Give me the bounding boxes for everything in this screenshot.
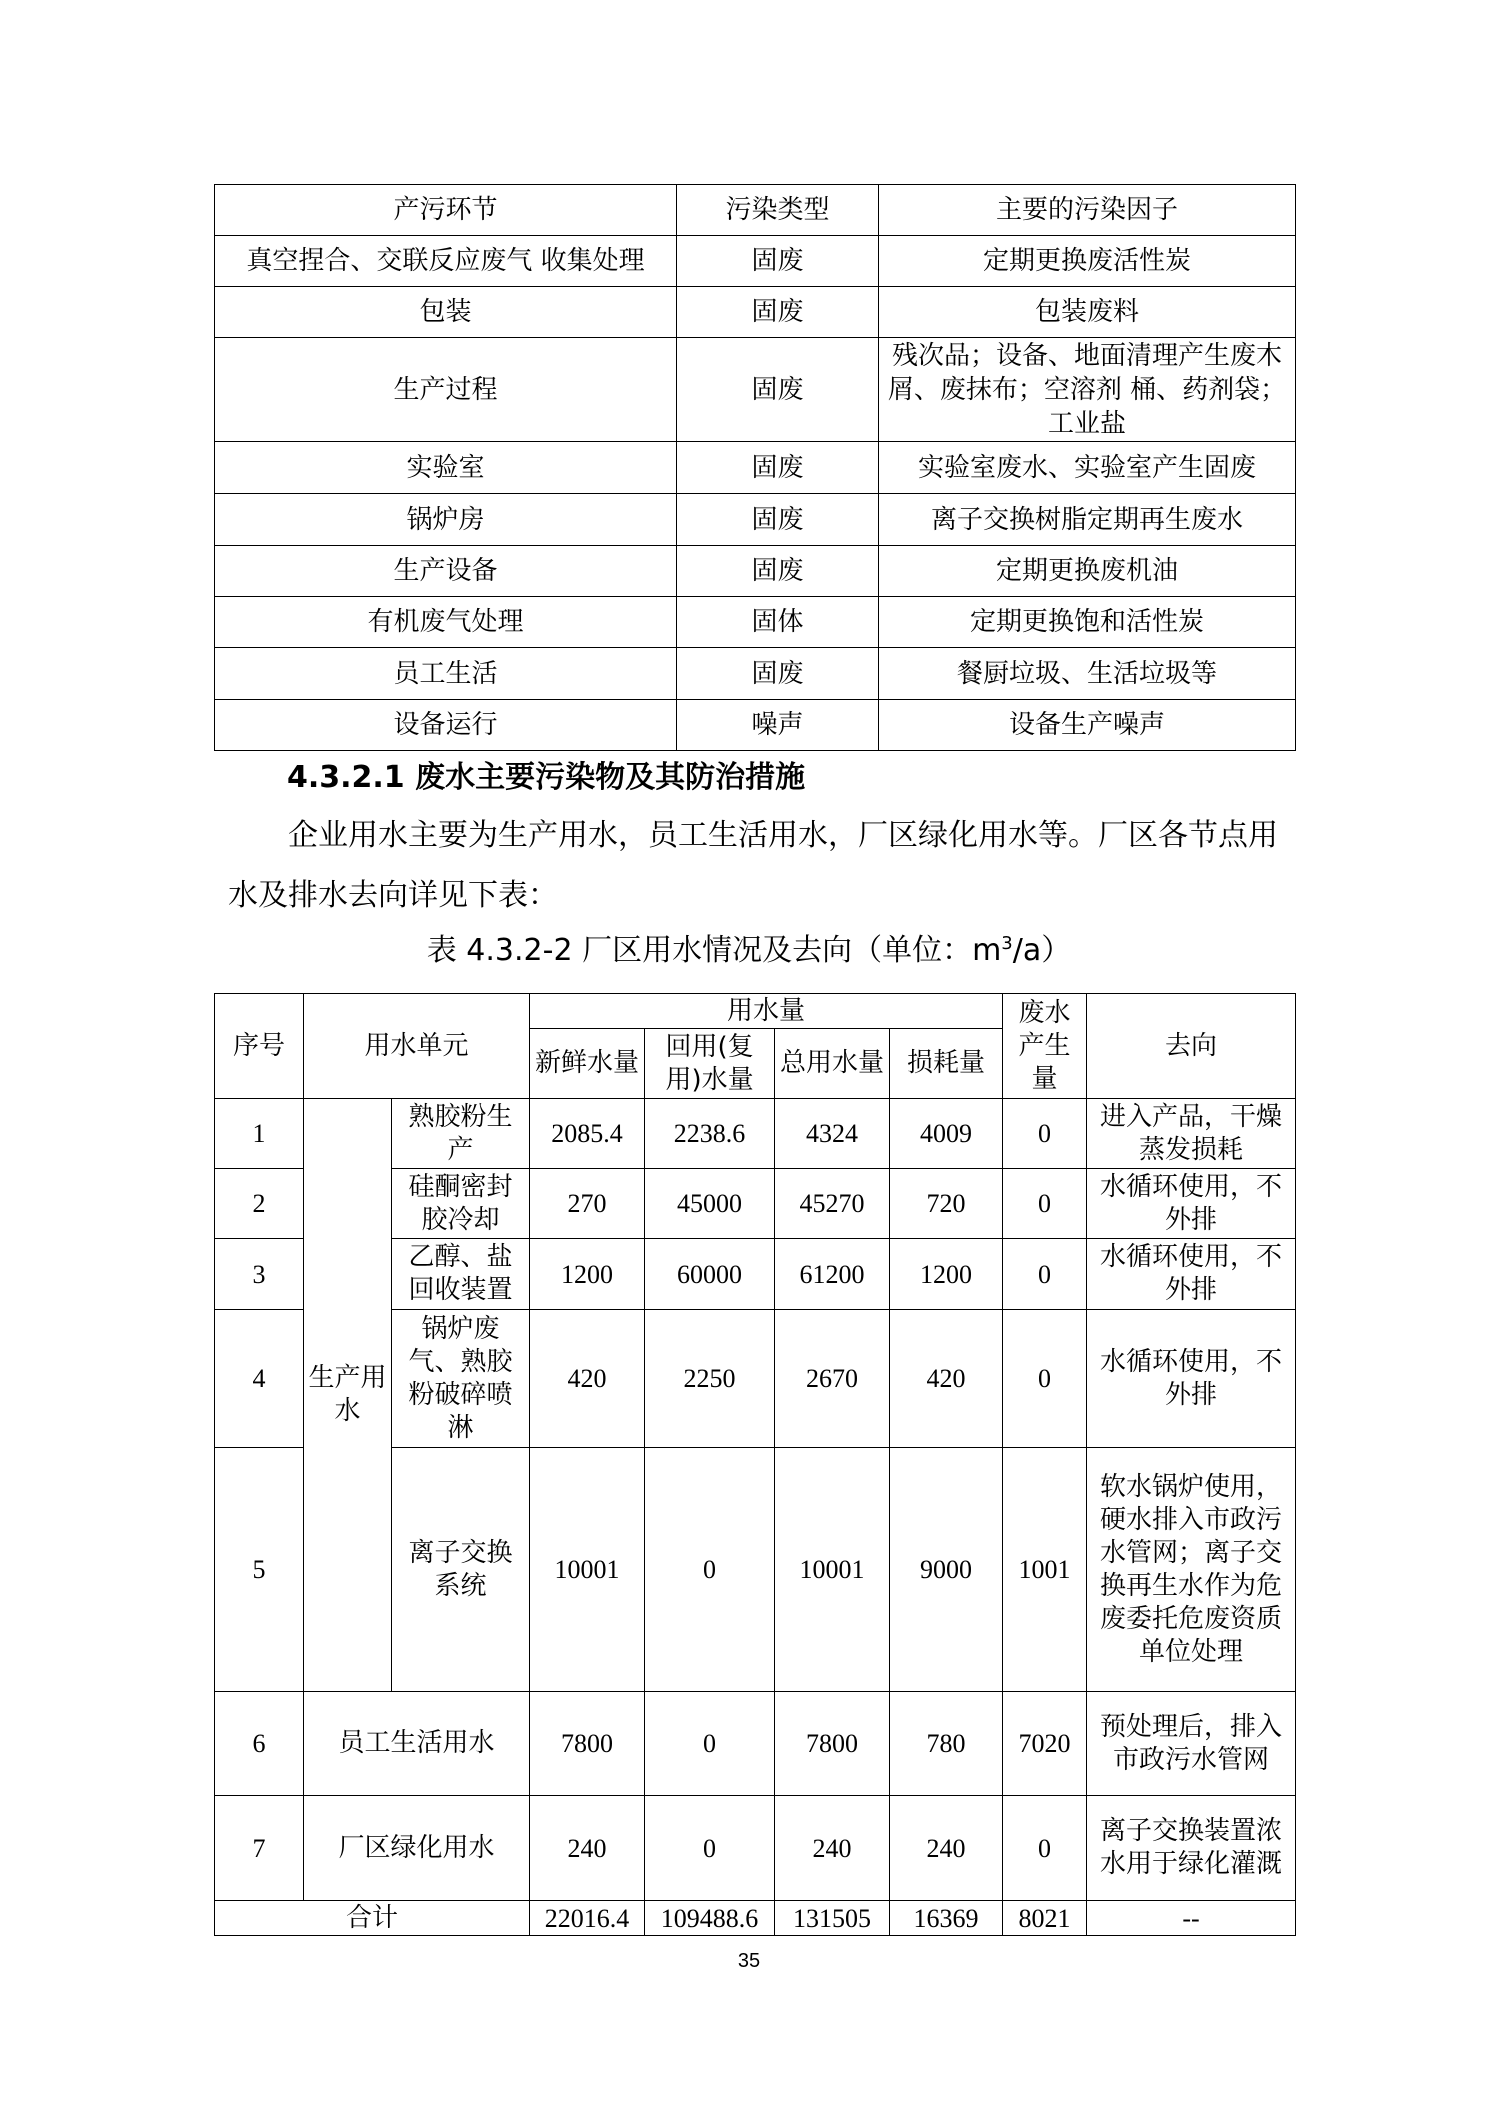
- row-loss: 4009: [890, 1099, 1003, 1169]
- caption-superscript: 3: [1001, 933, 1013, 954]
- total-total: 131505: [775, 1901, 890, 1936]
- table1-cell: 固废: [677, 546, 879, 597]
- row-unit: 硅酮密封胶冷却: [392, 1169, 530, 1239]
- table1-cell: 固废: [677, 236, 879, 287]
- row-no: 3: [215, 1239, 304, 1310]
- total-label: 合计: [215, 1901, 530, 1936]
- row-fresh: 2085.4: [530, 1099, 645, 1169]
- row-unit: 熟胶粉生产: [392, 1099, 530, 1169]
- header-no: 序号: [215, 994, 304, 1099]
- table1-cell: 真空捏合、交联反应废气 收集处理: [215, 236, 677, 287]
- table1-cell: 餐厨垃圾、生活垃圾等: [879, 648, 1296, 700]
- table1-cell: 设备运行: [215, 700, 677, 751]
- pollution-factor-table: [214, 184, 1296, 751]
- header-water-use: 用水量: [530, 994, 1003, 1029]
- total-loss: 16369: [890, 1901, 1003, 1936]
- row-unit: 乙醇、盐回收装置: [392, 1239, 530, 1310]
- table1-cell: 残次品；设备、地面清理产生废木屑、废抹布；空溶剂 桶、药剂袋；工业盐: [879, 338, 1296, 442]
- row-waste: 0: [1003, 1099, 1087, 1169]
- group-label: 生产用水: [304, 1099, 392, 1692]
- page-number: 35: [737, 1950, 761, 1972]
- table1-cell: 离子交换树脂定期再生废水: [879, 494, 1296, 546]
- row-reuse: 0: [645, 1448, 775, 1692]
- table1-cell: 设备生产噪声: [879, 700, 1296, 751]
- row-loss: 1200: [890, 1239, 1003, 1310]
- row-no: 2: [215, 1169, 304, 1239]
- row-no: 7: [215, 1796, 304, 1901]
- total-dest: --: [1087, 1901, 1296, 1936]
- total-waste: 8021: [1003, 1901, 1087, 1936]
- row-unit: 离子交换系统: [392, 1448, 530, 1692]
- row-total: 61200: [775, 1239, 890, 1310]
- table1-cell: 生产设备: [215, 546, 677, 597]
- row-reuse: 45000: [645, 1169, 775, 1239]
- table1-cell: 锅炉房: [215, 494, 677, 546]
- row-no: 6: [215, 1692, 304, 1796]
- row-no: 4: [215, 1310, 304, 1448]
- table1-header: 污染类型: [677, 185, 879, 236]
- water-usage-table: [214, 993, 1296, 1936]
- row-fresh: 240: [530, 1796, 645, 1901]
- header-destination: 去向: [1087, 994, 1296, 1099]
- caption-suffix: /a）: [1012, 933, 1072, 968]
- row-total: 10001: [775, 1448, 890, 1692]
- row-waste: 0: [1003, 1239, 1087, 1310]
- caption-prefix: 表 4.3.2-2 厂区用水情况及去向（单位：m: [426, 933, 1002, 968]
- table1-cell: 包装废料: [879, 287, 1296, 338]
- row-waste: 7020: [1003, 1692, 1087, 1796]
- row-total: 45270: [775, 1169, 890, 1239]
- row-loss: 420: [890, 1310, 1003, 1448]
- table-row: [215, 1796, 1296, 1901]
- table1-cell: 噪声: [677, 700, 879, 751]
- row-waste: 0: [1003, 1310, 1087, 1448]
- table1-cell: 定期更换饱和活性炭: [879, 597, 1296, 648]
- row-total: 240: [775, 1796, 890, 1901]
- row-dest: 水循环使用，不外排: [1087, 1239, 1296, 1310]
- row-unit: 员工生活用水: [304, 1692, 530, 1796]
- row-dest: 水循环使用，不外排: [1087, 1310, 1296, 1448]
- table1-cell: 固废: [677, 338, 879, 442]
- table1-header: 主要的污染因子: [879, 185, 1296, 236]
- row-reuse: 0: [645, 1692, 775, 1796]
- table-row: [215, 494, 1296, 546]
- row-waste: 0: [1003, 1796, 1087, 1901]
- header-loss: 损耗量: [890, 1029, 1003, 1099]
- table-caption: [0, 925, 1498, 969]
- table-row: [215, 1692, 1296, 1796]
- row-loss: 720: [890, 1169, 1003, 1239]
- table-row: [215, 442, 1296, 494]
- row-reuse: 2250: [645, 1310, 775, 1448]
- header-unit: 用水单元: [304, 994, 530, 1099]
- row-fresh: 420: [530, 1310, 645, 1448]
- header-total: 总用水量: [775, 1029, 890, 1099]
- row-reuse: 0: [645, 1796, 775, 1901]
- row-fresh: 270: [530, 1169, 645, 1239]
- row-fresh: 1200: [530, 1239, 645, 1310]
- row-unit: 厂区绿化用水: [304, 1796, 530, 1901]
- row-dest: 进入产品，干燥蒸发损耗: [1087, 1099, 1296, 1169]
- table-row: [215, 1099, 1296, 1169]
- table1-cell: 员工生活: [215, 648, 677, 700]
- table-row: [215, 648, 1296, 700]
- row-loss: 780: [890, 1692, 1003, 1796]
- total-fresh: 22016.4: [530, 1901, 645, 1936]
- table1-header: 产污环节: [215, 185, 677, 236]
- table1-cell: 有机废气处理: [215, 597, 677, 648]
- row-loss: 240: [890, 1796, 1003, 1901]
- table-row: [215, 236, 1296, 287]
- table1-cell: 实验室: [215, 442, 677, 494]
- body-paragraph: 企业用水主要为生产用水，员工生活用水，厂区绿化用水等。厂区各节点用水及排水去向详见下表：: [228, 818, 1278, 913]
- row-dest: 离子交换装置浓水用于绿化灌溉: [1087, 1796, 1296, 1901]
- row-waste: 0: [1003, 1169, 1087, 1239]
- header-wastewater: 废水产生量: [1003, 994, 1087, 1099]
- table-row: [215, 597, 1296, 648]
- table1-cell: 定期更换废活性炭: [879, 236, 1296, 287]
- row-total: 2670: [775, 1310, 890, 1448]
- row-dest: 软水锅炉使用，硬水排入市政污水管网；离子交换再生水作为危废委托危废资质单位处理: [1087, 1448, 1296, 1692]
- table1-cell: 实验室废水、实验室产生固废: [879, 442, 1296, 494]
- row-total: 4324: [775, 1099, 890, 1169]
- table1-cell: 生产过程: [215, 338, 677, 442]
- row-no: 5: [215, 1448, 304, 1692]
- header-reuse: 回用(复用)水量: [645, 1029, 775, 1099]
- table1-cell: 定期更换废机油: [879, 546, 1296, 597]
- row-no: 1: [215, 1099, 304, 1169]
- row-unit: 锅炉废气、熟胶粉破碎喷淋: [392, 1310, 530, 1448]
- table1-cell: 固废: [677, 494, 879, 546]
- table-row: [215, 287, 1296, 338]
- section-heading: 4.3.2.1 废水主要污染物及其防治措施: [287, 760, 806, 795]
- total-row: [215, 1901, 1296, 1936]
- header-fresh: 新鲜水量: [530, 1029, 645, 1099]
- row-total: 7800: [775, 1692, 890, 1796]
- table1-cell: 包装: [215, 287, 677, 338]
- row-dest: 预处理后，排入市政污水管网: [1087, 1692, 1296, 1796]
- row-reuse: 60000: [645, 1239, 775, 1310]
- table-row: [215, 700, 1296, 751]
- row-loss: 9000: [890, 1448, 1003, 1692]
- table-row: [215, 546, 1296, 597]
- table-row: [215, 338, 1296, 442]
- table1-cell: 固废: [677, 648, 879, 700]
- row-reuse: 2238.6: [645, 1099, 775, 1169]
- table1-cell: 固体: [677, 597, 879, 648]
- row-dest: 水循环使用，不外排: [1087, 1169, 1296, 1239]
- row-fresh: 10001: [530, 1448, 645, 1692]
- table1-cell: 固废: [677, 442, 879, 494]
- table1-cell: 固废: [677, 287, 879, 338]
- row-fresh: 7800: [530, 1692, 645, 1796]
- row-waste: 1001: [1003, 1448, 1087, 1692]
- total-reuse: 109488.6: [645, 1901, 775, 1936]
